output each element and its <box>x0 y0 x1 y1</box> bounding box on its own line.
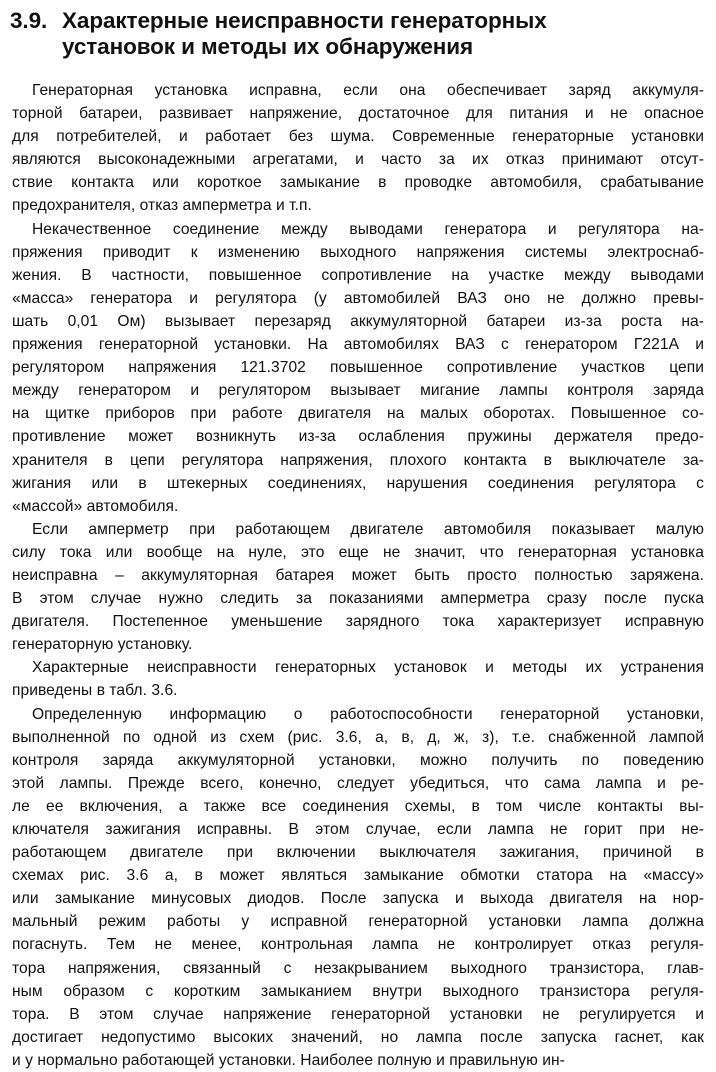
text-line: ным образом с коротким замыканием внутри выходного транзистора регуля- <box>12 982 704 1000</box>
paragraph <box>12 79 704 218</box>
text-line: торной батареи, развивает напряжение, достаточное для питания и не опасное <box>12 105 704 123</box>
text-line: Определенную информацию о работоспособности генераторной установки, <box>32 705 704 723</box>
text-line: ле ее включения, а также все соединения схемы, в том числе контакты вы- <box>12 797 704 815</box>
text-line: противление может возникнуть из-за ослабления пружины держателя предо- <box>12 428 704 446</box>
paragraph <box>12 703 704 1072</box>
text-line: силу тока или вообще на нуле, это еще не значит, что генераторная установка <box>12 543 704 561</box>
text-line: жения. В частности, повышенное сопротивление на участке между выводами <box>12 266 704 284</box>
text-line: генераторную установку. <box>12 636 193 654</box>
text-line: предохранителя, отказ амперметра и т.п. <box>12 197 312 215</box>
text-line: Если амперметр при работающем двигателе автомобиля показывает малую <box>32 520 704 538</box>
text-line: достигает недопустимо высоких значений, но лампа после запуска гаснет, как <box>12 1028 704 1046</box>
text-line: тора напряжения, связанный с незакрыванием выходного транзистора, глав- <box>12 959 704 977</box>
paragraph <box>12 518 704 657</box>
text-line: пряжения приводит к изменению выходного напряжения системы электроснаб- <box>12 243 704 261</box>
paragraph <box>12 218 704 518</box>
text-line: мальный режим работы у исправной генераторной установки лампа должна <box>12 913 704 931</box>
text-line: неисправна – аккумуляторная батарея может быть просто полностью заряжена. <box>12 566 704 584</box>
section-heading <box>10 8 700 60</box>
text-line: ствие контакта или короткое замыкание в проводке автомобиля, срабатывание <box>12 174 704 192</box>
text-line: ключателя зажигания исправны. В этом случае, если лампа не горит при не- <box>12 821 704 838</box>
text-line: схемах рис. 3.6 а, в может являться замыкание обмотки статора на «массу» <box>12 867 704 885</box>
text-line: хранителя в цепи регулятора напряжения, плохого контакта в выключателе за- <box>12 451 704 469</box>
text-line: «массой» автомобиля. <box>12 497 179 515</box>
text-line: тора. В этом случае напряжение генераторной установки не регулируется и <box>12 1005 704 1023</box>
section-title-line-1: Характерные неисправности генераторных <box>62 8 547 33</box>
text-line: между генератором и регулятором вызывает мигание лампы контроля заряда <box>12 382 704 400</box>
text-line: регулятором напряжения 121.3702 повышенное сопротивление участков цепи <box>12 359 704 377</box>
body-text <box>12 79 704 1072</box>
text-line: и у нормально работающей установки. Наиболее полную и правильную ин- <box>12 1051 565 1069</box>
paragraph <box>12 656 704 702</box>
text-line: или замыкание минусовых диодов. После запуска и выхода двигателя на нор- <box>12 890 704 908</box>
section-title-line-2: установок и методы их обнаружения <box>62 34 473 59</box>
text-line: шать 0,01 Ом) вызывает перезаряд аккумуляторной батареи из-за роста на- <box>12 312 704 330</box>
text-line: двигателя. Постепенное уменьшение зарядного тока характеризует исправную <box>12 613 704 631</box>
text-line: этой лампы. Прежде всего, конечно, следует убедиться, что сама лампа и ре- <box>12 774 704 792</box>
text-line: пряжения генераторной установки. На автомобилях ВАЗ с генератором Г221А и <box>12 336 704 354</box>
text-line: выполненной по одной из схем (рис. 3.6, а, в, д, ж, з), т.е. снабженной лампой <box>12 728 704 746</box>
text-line: Некачественное соединение между выводами генератора и регулятора на- <box>32 220 704 238</box>
text-line: приведены в табл. 3.6. <box>12 682 178 700</box>
text-line: на щитке приборов при работе двигателя на малых оборотах. Повышенное со- <box>12 405 704 423</box>
text-line: В этом случае нужно следить за показаниями амперметра сразу после пуска <box>12 590 704 608</box>
text-line: «масса» генератора и регулятора (у автомобилей ВАЗ оно не должно превы- <box>12 289 704 307</box>
text-line: Генераторная установка исправна, если она обеспечивает заряд аккумуля- <box>32 82 704 99</box>
text-line: работающем двигателе при включении выключателя зажигания, причиной в <box>12 844 704 862</box>
text-line: жигания или в штекерных соединениях, нарушения соединения регулятора с <box>12 474 704 492</box>
text-line: погаснуть. Тем не менее, контрольная лампа не контролирует отказ регуля- <box>12 936 704 954</box>
text-line: являются высоконадежными агрегатами, и часто за их отказ принимают отсут- <box>12 151 704 169</box>
text-line: контроля заряда аккумуляторной установки, можно получить по поведению <box>12 751 704 769</box>
text-line: Характерные неисправности генераторных установок и методы их устранения <box>32 659 704 677</box>
text-line: для потребителей, и работает без шума. Современные генераторные установки <box>12 128 704 146</box>
section-number: 3.9. <box>10 8 48 33</box>
